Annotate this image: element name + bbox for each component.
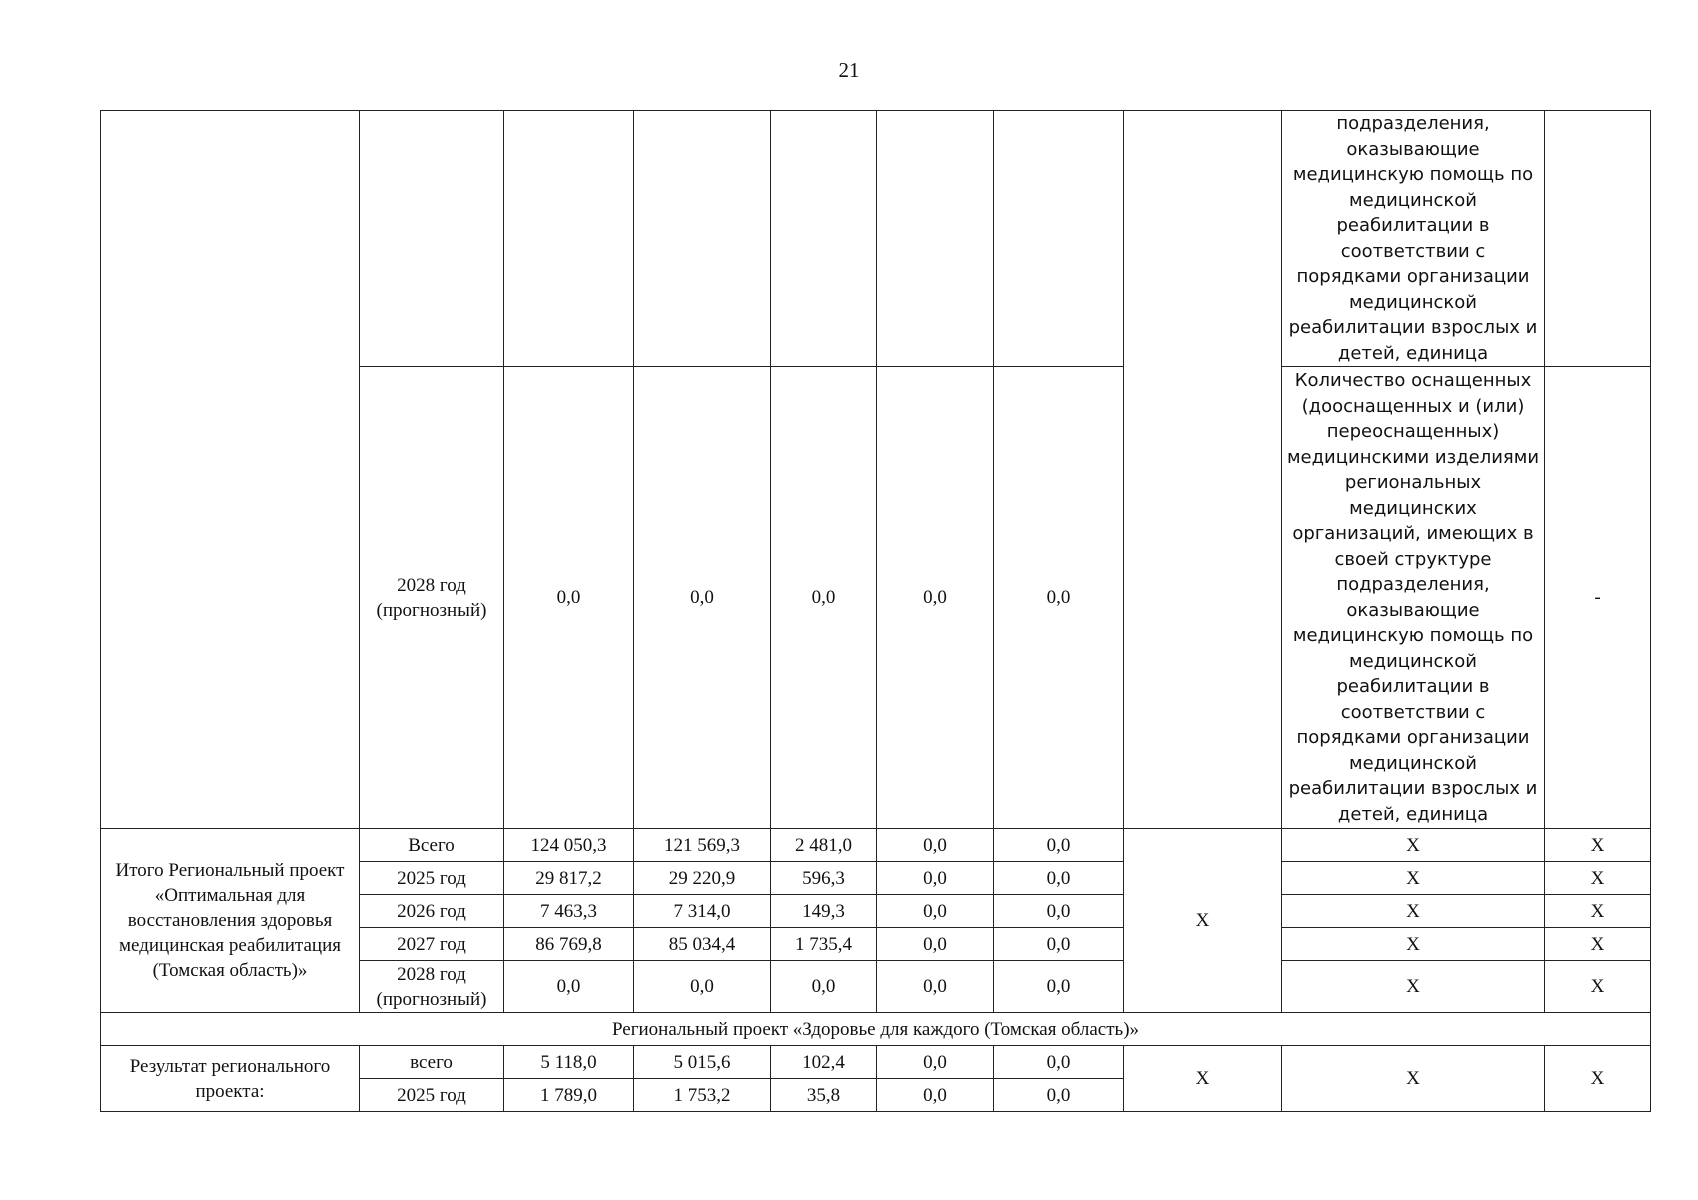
value-cell: 0,0 — [634, 961, 771, 1013]
indicator-text: Количество оснащенных (дооснащенных и (или) переоснащенных) медицинскими изделиями региональных медицинских организаций, имеющих в своей структуре подразделения, оказывающие медицинскую помощь по медицинской реабилитации в соответствии с порядками организации медицинской реабилитации взрослых и детей, единица — [1282, 367, 1545, 829]
mark-cell: X — [1124, 829, 1282, 1013]
empty-cell — [877, 111, 994, 367]
page-number: 21 — [838, 58, 860, 82]
value-cell: 0,0 — [877, 1046, 994, 1079]
section-header: Региональный проект «Здоровье для каждого (Томская область)» — [101, 1013, 1651, 1046]
period-cell: 2028 год (прогнозный) — [360, 961, 504, 1013]
value-cell: 29 220,9 — [634, 862, 771, 895]
period-cell: Всего — [360, 829, 504, 862]
last-cell: X — [1545, 1046, 1651, 1112]
value-cell: 1 735,4 — [771, 928, 877, 961]
empty-cell — [634, 111, 771, 367]
value-cell: 7 463,3 — [504, 895, 634, 928]
empty-cell — [504, 111, 634, 367]
value-cell: 0,0 — [877, 895, 994, 928]
value-cell: 0,0 — [877, 862, 994, 895]
value-cell: 0,0 — [877, 367, 994, 829]
value-cell: 1 789,0 — [504, 1079, 634, 1112]
empty-cell — [771, 111, 877, 367]
result-row — [101, 1046, 1651, 1079]
empty-cell — [360, 111, 504, 367]
empty-cell — [1545, 111, 1651, 367]
last-cell: X — [1545, 895, 1651, 928]
last-cell: - — [1545, 367, 1651, 829]
value-cell: 29 817,2 — [504, 862, 634, 895]
section-header-row — [101, 1013, 1651, 1046]
value-cell: 0,0 — [771, 961, 877, 1013]
value-cell: 0,0 — [994, 862, 1124, 895]
last-cell: X — [1545, 829, 1651, 862]
value-cell: 0,0 — [504, 367, 634, 829]
mark-cell: X — [1124, 1046, 1282, 1112]
indicator-x: X — [1282, 928, 1545, 961]
last-cell: X — [1545, 862, 1651, 895]
value-cell: 0,0 — [877, 1079, 994, 1112]
value-cell: 0,0 — [994, 928, 1124, 961]
value-cell: 0,0 — [877, 829, 994, 862]
value-cell: 596,3 — [771, 862, 877, 895]
value-cell: 1 753,2 — [634, 1079, 771, 1112]
value-cell: 5 118,0 — [504, 1046, 634, 1079]
empty-cell — [994, 111, 1124, 367]
period-cell: 2026 год — [360, 895, 504, 928]
result-label: Результат регионального проекта: — [101, 1046, 360, 1112]
value-cell: 7 314,0 — [634, 895, 771, 928]
value-cell: 0,0 — [877, 928, 994, 961]
value-cell: 2 481,0 — [771, 829, 877, 862]
value-cell: 0,0 — [504, 961, 634, 1013]
value-cell: 149,3 — [771, 895, 877, 928]
indicator-x: X — [1282, 895, 1545, 928]
indicator-x: X — [1282, 961, 1545, 1013]
empty-cell — [101, 111, 360, 829]
value-cell: 35,8 — [771, 1079, 877, 1112]
value-cell: 86 769,8 — [504, 928, 634, 961]
indicator-x: X — [1282, 829, 1545, 862]
budget-table — [100, 110, 1651, 1112]
last-cell: X — [1545, 928, 1651, 961]
continuation-row-top — [101, 111, 1651, 367]
value-cell: 121 569,3 — [634, 829, 771, 862]
itogo-row — [101, 829, 1651, 862]
value-cell: 102,4 — [771, 1046, 877, 1079]
indicator-x: X — [1282, 862, 1545, 895]
itogo-label: Итого Региональный проект «Оптимальная для восстановления здоровья медицинская реабилитация (Томская область)» — [101, 829, 360, 1013]
value-cell: 0,0 — [994, 961, 1124, 1013]
value-cell: 0,0 — [634, 367, 771, 829]
value-cell: 0,0 — [994, 367, 1124, 829]
indicator-x: X — [1282, 1046, 1545, 1112]
value-cell: 124 050,3 — [504, 829, 634, 862]
period-cell: 2025 год — [360, 862, 504, 895]
indicator-text: подразделения, оказывающие медицинскую помощь по медицинской реабилитации в соответствии с порядками организации медицинской реабилитации взрослых и детей, единица — [1282, 111, 1545, 367]
value-cell: 85 034,4 — [634, 928, 771, 961]
value-cell: 5 015,6 — [634, 1046, 771, 1079]
last-cell: X — [1545, 961, 1651, 1013]
value-cell: 0,0 — [994, 895, 1124, 928]
period-cell: всего — [360, 1046, 504, 1079]
empty-cell — [1124, 111, 1282, 829]
period-cell: 2025 год — [360, 1079, 504, 1112]
value-cell: 0,0 — [994, 829, 1124, 862]
value-cell: 0,0 — [771, 367, 877, 829]
period-cell: 2028 год (прогнозный) — [360, 367, 504, 829]
period-cell: 2027 год — [360, 928, 504, 961]
value-cell: 0,0 — [994, 1046, 1124, 1079]
value-cell: 0,0 — [877, 961, 994, 1013]
value-cell: 0,0 — [994, 1079, 1124, 1112]
